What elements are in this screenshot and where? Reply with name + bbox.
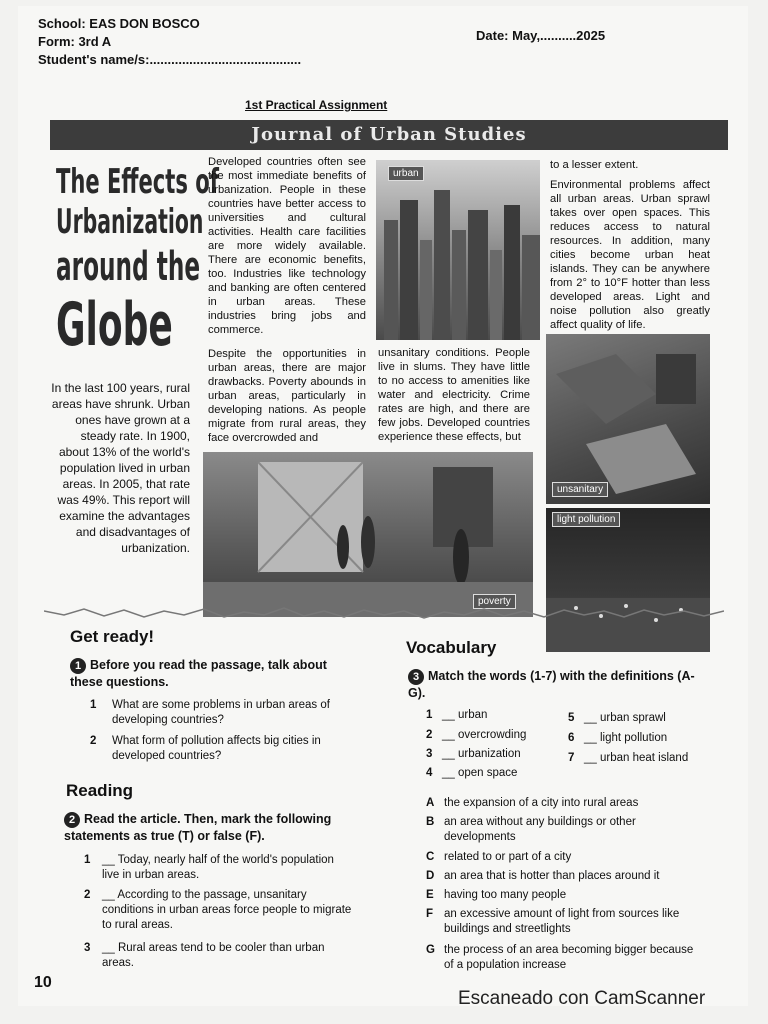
vocab-word-2 (426, 728, 556, 743)
headline-line-4: Globe (56, 290, 173, 360)
vocabulary-instruction (408, 668, 708, 701)
night-city-image (546, 508, 710, 652)
column-1-paragraph-2: Despite the opportunities in urban areas, there are major drawbacks. Poverty abounds in urban areas, particularly in developing nations. As people migrate from rural areas, they face overcrowded and (208, 348, 366, 444)
definition-text: the expansion of a city into rural areas (444, 797, 639, 809)
word-text: __ urbanization (442, 748, 521, 760)
skyline-image (376, 160, 540, 340)
definition-text: related to or part of a city (444, 851, 572, 863)
word-text: __ overcrowding (442, 729, 527, 741)
unsanitary-photo (546, 334, 710, 504)
headline-line-2: Urbanization (56, 202, 204, 242)
word-number: 2 (426, 729, 433, 741)
word-number: 5 (568, 712, 575, 724)
statement-number: 1 (84, 854, 91, 866)
statement-text: __ Rural areas tend to be cooler than urban areas. (102, 942, 325, 969)
unsanitary-tag: unsanitary (552, 482, 608, 497)
definition-text: an area without any buildings or other developments (444, 816, 636, 843)
statement-text: __ Today, nearly half of the world's population live in urban areas. (102, 854, 334, 881)
slum-image (203, 452, 533, 617)
article-column-3 (550, 158, 710, 332)
statement-text: __ According to the passage, unsanitary conditions in urban areas force people to migrate to rural areas. (102, 889, 352, 931)
definition-text: having too many people (444, 889, 567, 901)
definition-letter: D (426, 870, 435, 882)
torn-edge (44, 605, 724, 621)
column-3-paragraph-2: Environmental problems affect all urban areas. Urban sprawl takes over open spaces. This reduces access to natural resources. In addition, many cities become urban heat islands. They can be anywhere from 2° to 10°F hotter than less developed areas. Light and noise pollution also greatly affect quality of life. (550, 179, 710, 331)
word-text: __ open space (442, 767, 518, 779)
word-number: 1 (426, 709, 433, 721)
question-number-badge: 3 (408, 669, 424, 685)
definition-letter: E (426, 889, 434, 901)
light-pollution-photo (546, 508, 710, 652)
date-field: Date: May,..........2025 (476, 28, 606, 43)
question-number: 2 (90, 735, 97, 747)
word-text: __ light pollution (584, 732, 668, 744)
vocab-word-5 (568, 711, 708, 726)
reading-instruction-text: Read the article. Then, mark the following statements as true (T) or false (F). (64, 812, 332, 843)
headline-line-3: around the (56, 244, 201, 290)
get-ready-heading: Get ready! (70, 627, 155, 646)
column-2-paragraph-1: unsanitary conditions. People live in slums. They have little to no access to amenities like water and electricity. Crime rates are high, and there are few jobs. Developed countries experience these effects, but (378, 347, 530, 443)
word-number: 6 (568, 732, 575, 744)
vocab-word-1 (426, 708, 556, 723)
word-text: __ urban sprawl (584, 712, 666, 724)
camscanner-watermark: Escaneado con CamScanner (458, 988, 706, 1009)
assignment-title: 1st Practical Assignment (245, 98, 388, 112)
get-ready-question-2 (90, 734, 360, 766)
column-1-paragraph-1: Developed countries often see the most immediate benefits of urbanization. People in these countries have better access to universities and cultural activities. Health care facilities are more widely available. There are economic benefits, too. Industries like technology and banking are often centered in urban areas. These industries bring jobs and commerce. (208, 156, 366, 336)
statement-3 (84, 941, 364, 973)
statement-number: 2 (84, 889, 91, 901)
word-text: __ urban (442, 709, 488, 721)
definition-text: an excessive amount of light from sources like buildings and streetlights (444, 908, 680, 935)
intro-paragraph: In the last 100 years, rural areas have shrunk. Urban ones have grown at a steady rate. In 1900, about 13% of the world's population lived in urban areas. In 2005, that rate was 49%. This report will examine the advantages and disadvantages of urbanization. (51, 381, 190, 555)
journal-banner (50, 120, 728, 150)
definition-g (426, 943, 716, 975)
question-number-badge: 2 (64, 812, 80, 828)
article-column-1 (208, 155, 366, 445)
article-column-2 (378, 346, 530, 444)
definition-c (426, 850, 716, 866)
definition-text: the process of an area becoming bigger because of a population increase (444, 944, 694, 971)
vocab-word-3 (426, 747, 556, 762)
reading-heading: Reading (66, 781, 134, 800)
definition-letter: A (426, 797, 435, 809)
definition-a (426, 796, 716, 812)
definition-letter: B (426, 816, 435, 828)
definition-letter: F (426, 908, 434, 920)
debris-image (546, 334, 710, 504)
definition-d (426, 869, 716, 885)
statement-2 (84, 888, 364, 936)
headline-line-1: The Effects of (56, 162, 219, 202)
poverty-tag: poverty (473, 594, 516, 609)
school-label: School: EAS DON BOSCO (38, 16, 200, 31)
page-number: 10 (34, 974, 52, 991)
definition-letter: G (426, 944, 435, 956)
urban-tag: urban (388, 166, 424, 181)
get-ready-instruction-text: Before you read the passage, talk about these questions. (70, 658, 327, 689)
statement-number: 3 (84, 942, 91, 954)
statement-1 (84, 853, 364, 885)
word-number: 7 (568, 752, 575, 764)
reading-instruction (64, 811, 374, 844)
vocabulary-heading: Vocabulary (406, 638, 497, 657)
question-number: 1 (90, 699, 97, 711)
definition-e (426, 888, 716, 904)
word-number: 4 (426, 767, 433, 779)
word-text: __ urban heat island (584, 752, 689, 764)
question-text: What form of pollution affects big cities in developed countries? (112, 735, 321, 762)
get-ready-instruction (70, 657, 360, 690)
question-number-badge: 1 (70, 658, 86, 674)
student-name-field: Student's name/s:.......................................... (38, 52, 302, 67)
definition-text: an area that is hotter than places around it (444, 870, 660, 882)
poverty-photo (203, 452, 533, 617)
question-text: What are some problems in urban areas of developing countries? (112, 699, 330, 726)
vocab-word-6 (568, 731, 708, 746)
form-label: Form: 3rd A (38, 34, 112, 49)
column-3-paragraph-1: to a lesser extent. (550, 159, 639, 171)
definition-f (426, 907, 716, 939)
light-pollution-tag: light pollution (552, 512, 620, 527)
word-number: 3 (426, 748, 433, 760)
definition-b (426, 815, 716, 847)
vocab-word-7 (568, 751, 713, 766)
definition-letter: C (426, 851, 435, 863)
vocabulary-instruction-text: Match the words (1-7) with the definitions (A-G). (408, 669, 695, 700)
urban-photo (376, 160, 540, 340)
get-ready-question-1 (90, 698, 360, 730)
journal-title: Journal of Urban Studies (251, 124, 527, 145)
vocab-word-4 (426, 766, 556, 781)
